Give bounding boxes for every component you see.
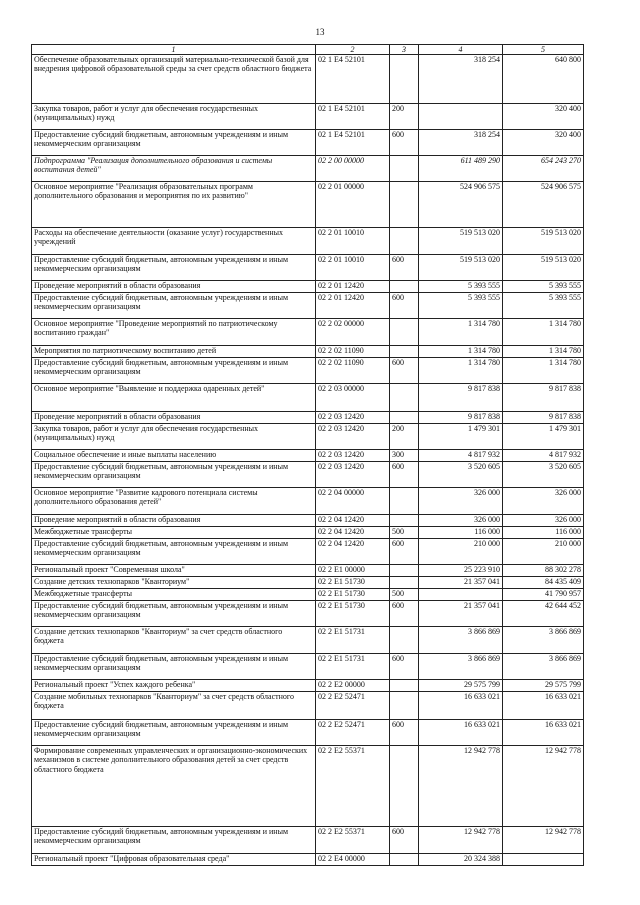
table-row (32, 156, 584, 182)
cell-amount-1: 21 357 041 (419, 577, 503, 589)
cell-name: Межбюджетные трансферты (32, 589, 316, 601)
cell-expense-type: 200 (390, 104, 419, 130)
table-row (32, 104, 584, 130)
cell-amount-2: 519 513 020 (503, 255, 584, 281)
cell-amount-2: 29 575 799 (503, 680, 584, 692)
cell-amount-1 (419, 589, 503, 601)
cell-expense-type: 600 (390, 130, 419, 156)
cell-expense-type (390, 228, 419, 255)
table-row (32, 539, 584, 565)
table-row (32, 627, 584, 654)
cell-expense-type (390, 281, 419, 293)
cell-amount-1: 611 489 290 (419, 156, 503, 182)
table-row (32, 462, 584, 488)
table-row (32, 565, 584, 577)
cell-amount-1 (419, 104, 503, 130)
cell-code: 02 2 03 12420 (316, 412, 390, 424)
cell-name: Предоставление субсидий бюджетным, автономным учреждениям и иным некоммерческим организациям (32, 293, 316, 319)
cell-amount-1: 524 906 575 (419, 182, 503, 228)
cell-code: 02 1 Е4 52101 (316, 130, 390, 156)
cell-amount-2: 16 633 021 (503, 692, 584, 720)
cell-expense-type: 600 (390, 462, 419, 488)
cell-code: 02 2 Е1 51731 (316, 627, 390, 654)
column-header-amount-2: 5 (503, 45, 584, 55)
cell-name: Расходы на обеспечение деятельности (оказание услуг) государственных учреждений (32, 228, 316, 255)
cell-expense-type (390, 156, 419, 182)
cell-name: Формирование современных управленческих и организационно-экономических механизмов в системе дополнительного образования детей за счет средств областного бюджета (32, 746, 316, 827)
cell-name: Обеспечение образовательных организаций материально-технической базой для внедрения цифровой образовательной среды за счет средств областного бюджета (32, 55, 316, 104)
cell-expense-type (390, 412, 419, 424)
cell-expense-type: 600 (390, 654, 419, 680)
cell-amount-2: 326 000 (503, 515, 584, 527)
table-row (32, 577, 584, 589)
cell-amount-2: 640 800 (503, 55, 584, 104)
cell-expense-type (390, 577, 419, 589)
cell-name: Мероприятия по патриотическому воспитанию детей (32, 346, 316, 358)
cell-amount-2: 42 644 452 (503, 601, 584, 627)
column-header-code: 2 (316, 45, 390, 55)
cell-code: 02 2 01 10010 (316, 255, 390, 281)
cell-amount-2: 1 314 780 (503, 346, 584, 358)
cell-amount-2: 9 817 838 (503, 412, 584, 424)
cell-name: Социальное обеспечение и иные выплаты населению (32, 450, 316, 462)
cell-code: 02 2 Е1 51731 (316, 654, 390, 680)
cell-expense-type (390, 182, 419, 228)
cell-amount-2: 320 400 (503, 130, 584, 156)
cell-amount-1: 5 393 555 (419, 293, 503, 319)
cell-expense-type: 600 (390, 720, 419, 746)
cell-name: Предоставление субсидий бюджетным, автономным учреждениям и иным некоммерческим организациям (32, 601, 316, 627)
cell-name: Основное мероприятие "Реализация образовательных программ дополнительного образования и мероприятия по их развитию" (32, 182, 316, 228)
table-row (32, 319, 584, 346)
table-row (32, 130, 584, 156)
cell-expense-type (390, 384, 419, 412)
cell-code: 02 2 04 00000 (316, 488, 390, 515)
cell-amount-1: 12 942 778 (419, 827, 503, 854)
table-row (32, 654, 584, 680)
table-row (32, 293, 584, 319)
table-row (32, 680, 584, 692)
cell-amount-2: 3 866 869 (503, 627, 584, 654)
cell-amount-2 (503, 854, 584, 866)
cell-expense-type: 600 (390, 293, 419, 319)
table-row (32, 692, 584, 720)
cell-amount-2: 16 633 021 (503, 720, 584, 746)
cell-amount-2: 12 942 778 (503, 827, 584, 854)
cell-amount-2: 41 790 957 (503, 589, 584, 601)
cell-amount-2: 519 513 020 (503, 228, 584, 255)
cell-amount-1: 116 000 (419, 527, 503, 539)
cell-name: Основное мероприятие "Развитие кадрового потенциала системы дополнительного образования детей" (32, 488, 316, 515)
table-row (32, 854, 584, 866)
cell-name: Межбюджетные трансферты (32, 527, 316, 539)
table-row (32, 527, 584, 539)
cell-expense-type: 500 (390, 527, 419, 539)
cell-code: 02 2 Е2 55371 (316, 827, 390, 854)
cell-expense-type (390, 515, 419, 527)
cell-amount-1: 318 254 (419, 130, 503, 156)
table-row (32, 358, 584, 384)
cell-code: 02 2 03 12420 (316, 450, 390, 462)
cell-code: 02 2 Е2 00000 (316, 680, 390, 692)
cell-amount-1: 1 314 780 (419, 346, 503, 358)
cell-name: Предоставление субсидий бюджетным, автономным учреждениям и иным некоммерческим организациям (32, 720, 316, 746)
cell-amount-1: 4 817 932 (419, 450, 503, 462)
cell-amount-2: 1 479 301 (503, 424, 584, 450)
cell-code: 02 2 Е1 51730 (316, 589, 390, 601)
cell-name: Предоставление субсидий бюджетным, автономным учреждениям и иным некоммерческим организациям (32, 255, 316, 281)
cell-name: Предоставление субсидий бюджетным, автономным учреждениям и иным некоммерческим организациям (32, 654, 316, 680)
cell-amount-1: 5 393 555 (419, 281, 503, 293)
cell-amount-1: 326 000 (419, 488, 503, 515)
cell-code: 02 2 03 00000 (316, 384, 390, 412)
cell-code: 02 2 02 11090 (316, 346, 390, 358)
cell-name: Предоставление субсидий бюджетным, автономным учреждениям и иным некоммерческим организациям (32, 358, 316, 384)
cell-amount-2: 1 314 780 (503, 319, 584, 346)
cell-amount-1: 25 223 910 (419, 565, 503, 577)
cell-name: Предоставление субсидий бюджетным, автономным учреждениям и иным некоммерческим организациям (32, 827, 316, 854)
cell-code: 02 2 04 12420 (316, 527, 390, 539)
cell-code: 02 2 04 12420 (316, 539, 390, 565)
cell-expense-type (390, 854, 419, 866)
cell-name: Предоставление субсидий бюджетным, автономным учреждениям и иным некоммерческим организациям (32, 539, 316, 565)
cell-amount-1: 20 324 388 (419, 854, 503, 866)
cell-code: 02 2 01 12420 (316, 293, 390, 319)
cell-expense-type: 600 (390, 255, 419, 281)
cell-code: 02 1 Е4 52101 (316, 55, 390, 104)
cell-amount-2: 654 243 270 (503, 156, 584, 182)
cell-code: 02 2 Е4 00000 (316, 854, 390, 866)
cell-code: 02 2 00 00000 (316, 156, 390, 182)
cell-amount-2: 5 393 555 (503, 293, 584, 319)
header-row (32, 45, 584, 55)
cell-amount-2: 524 906 575 (503, 182, 584, 228)
cell-expense-type (390, 488, 419, 515)
cell-name: Основное мероприятие "Выявление и поддержка одаренных детей" (32, 384, 316, 412)
cell-name: Проведение мероприятий в области образования (32, 515, 316, 527)
cell-expense-type (390, 55, 419, 104)
cell-expense-type (390, 565, 419, 577)
cell-amount-1: 3 866 869 (419, 654, 503, 680)
cell-amount-1: 519 513 020 (419, 228, 503, 255)
cell-code: 02 2 01 12420 (316, 281, 390, 293)
cell-amount-1: 1 314 780 (419, 358, 503, 384)
cell-expense-type (390, 746, 419, 827)
table-row (32, 515, 584, 527)
cell-expense-type: 600 (390, 539, 419, 565)
cell-name: Предоставление субсидий бюджетным, автономным учреждениям и иным некоммерческим организациям (32, 130, 316, 156)
cell-code: 02 2 02 11090 (316, 358, 390, 384)
cell-amount-1: 12 942 778 (419, 746, 503, 827)
table-body (32, 55, 584, 866)
cell-amount-1: 519 513 020 (419, 255, 503, 281)
cell-expense-type (390, 319, 419, 346)
table-row (32, 488, 584, 515)
cell-name: Создание детских технопарков "Кванториум" (32, 577, 316, 589)
cell-amount-2: 4 817 932 (503, 450, 584, 462)
cell-amount-1: 9 817 838 (419, 412, 503, 424)
budget-table (31, 44, 584, 866)
cell-amount-1: 1 314 780 (419, 319, 503, 346)
cell-name: Создание детских технопарков "Кванториум" за счет средств областного бюджета (32, 627, 316, 654)
cell-code: 02 2 Е1 00000 (316, 565, 390, 577)
cell-name: Региональный проект "Успех каждого ребенка" (32, 680, 316, 692)
page-number: 13 (315, 27, 325, 37)
cell-amount-1: 3 520 605 (419, 462, 503, 488)
cell-code: 02 2 01 00000 (316, 182, 390, 228)
table-row (32, 746, 584, 827)
cell-expense-type (390, 680, 419, 692)
table-row (32, 55, 584, 104)
cell-code: 02 2 Е2 55371 (316, 746, 390, 827)
cell-code: 02 2 Е2 52471 (316, 720, 390, 746)
table-row (32, 384, 584, 412)
table-row (32, 827, 584, 854)
cell-amount-1: 210 000 (419, 539, 503, 565)
cell-amount-1: 9 817 838 (419, 384, 503, 412)
cell-name: Подпрограмма "Реализация дополнительного образования и системы воспитания детей" (32, 156, 316, 182)
cell-amount-1: 326 000 (419, 515, 503, 527)
cell-expense-type: 500 (390, 589, 419, 601)
cell-expense-type: 600 (390, 358, 419, 384)
cell-name: Проведение мероприятий в области образования (32, 281, 316, 293)
cell-amount-1: 21 357 041 (419, 601, 503, 627)
cell-expense-type: 300 (390, 450, 419, 462)
cell-name: Закупка товаров, работ и услуг для обеспечения государственных (муниципальных) нужд (32, 424, 316, 450)
cell-name: Региональный проект "Современная школа" (32, 565, 316, 577)
table-row (32, 424, 584, 450)
cell-code: 02 2 Е1 51730 (316, 601, 390, 627)
column-header-amount-1: 4 (419, 45, 503, 55)
cell-code: 02 2 01 10010 (316, 228, 390, 255)
cell-amount-1: 29 575 799 (419, 680, 503, 692)
cell-amount-2: 320 400 (503, 104, 584, 130)
cell-amount-2: 12 942 778 (503, 746, 584, 827)
cell-amount-1: 16 633 021 (419, 692, 503, 720)
table-row (32, 589, 584, 601)
cell-amount-2: 5 393 555 (503, 281, 584, 293)
cell-name: Создание мобильных технопарков "Кванториум" за счет средств областного бюджета (32, 692, 316, 720)
cell-expense-type: 600 (390, 601, 419, 627)
cell-amount-1: 16 633 021 (419, 720, 503, 746)
cell-amount-2: 3 520 605 (503, 462, 584, 488)
cell-name: Проведение мероприятий в области образования (32, 412, 316, 424)
cell-amount-2: 116 000 (503, 527, 584, 539)
column-header-type: 3 (390, 45, 419, 55)
table-row (32, 182, 584, 228)
cell-amount-1: 1 479 301 (419, 424, 503, 450)
cell-expense-type (390, 692, 419, 720)
cell-amount-1: 3 866 869 (419, 627, 503, 654)
table-row (32, 346, 584, 358)
cell-code: 02 2 03 12420 (316, 424, 390, 450)
table-row (32, 450, 584, 462)
cell-expense-type: 200 (390, 424, 419, 450)
cell-amount-2: 9 817 838 (503, 384, 584, 412)
cell-code: 02 2 Е1 51730 (316, 577, 390, 589)
column-header-name: 1 (32, 45, 316, 55)
table-row (32, 255, 584, 281)
cell-expense-type (390, 346, 419, 358)
table-row (32, 228, 584, 255)
cell-name: Основное мероприятие "Проведение мероприятий по патриотическому воспитанию граждан" (32, 319, 316, 346)
cell-name: Региональный проект "Цифровая образовательная среда" (32, 854, 316, 866)
table-row (32, 281, 584, 293)
table-row (32, 720, 584, 746)
cell-code: 02 2 02 00000 (316, 319, 390, 346)
cell-expense-type (390, 627, 419, 654)
cell-amount-2: 1 314 780 (503, 358, 584, 384)
cell-code: 02 2 Е2 52471 (316, 692, 390, 720)
table-row (32, 601, 584, 627)
cell-code: 02 1 Е4 52101 (316, 104, 390, 130)
cell-amount-2: 88 302 278 (503, 565, 584, 577)
cell-amount-2: 210 000 (503, 539, 584, 565)
cell-name: Закупка товаров, работ и услуг для обеспечения государственных (муниципальных) нужд (32, 104, 316, 130)
cell-amount-2: 84 435 409 (503, 577, 584, 589)
cell-amount-2: 326 000 (503, 488, 584, 515)
cell-name: Предоставление субсидий бюджетным, автономным учреждениям и иным некоммерческим организациям (32, 462, 316, 488)
cell-amount-1: 318 254 (419, 55, 503, 104)
cell-code: 02 2 03 12420 (316, 462, 390, 488)
cell-expense-type: 600 (390, 827, 419, 854)
table-row (32, 412, 584, 424)
cell-amount-2: 3 866 869 (503, 654, 584, 680)
cell-code: 02 2 04 12420 (316, 515, 390, 527)
